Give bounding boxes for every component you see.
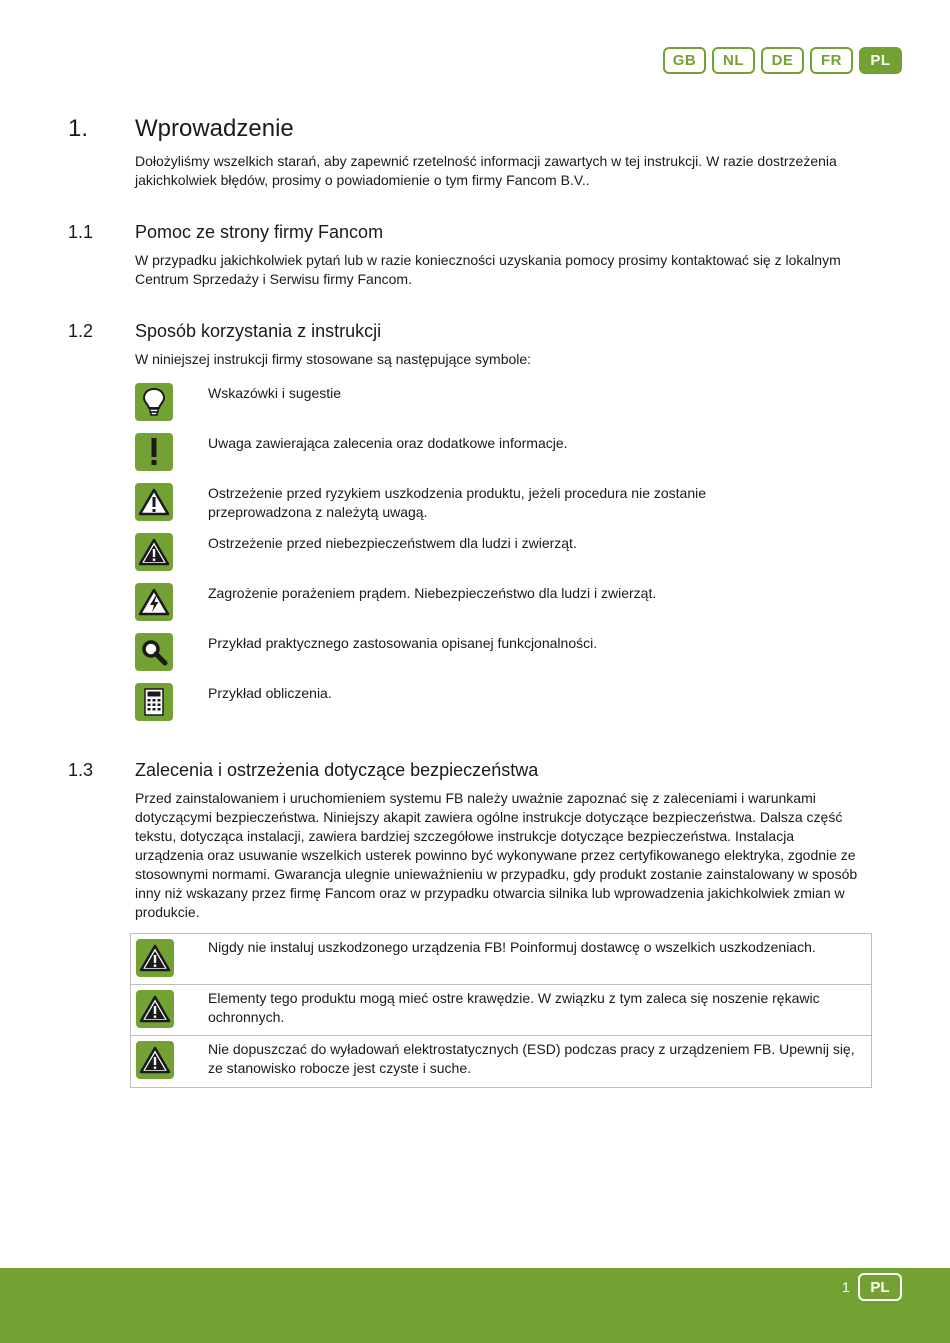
safety-warning-text: Nigdy nie instaluj uszkodzonego urządzenia FB! Poinformuj dostawcę o wszelkich uszkodzeniach.: [208, 939, 816, 955]
symbol-description: Uwaga zawierająca zalecenia oraz dodatkowe informacje.: [208, 435, 568, 451]
section-paragraph: W przypadku jakichkolwiek pytań lub w razie konieczności uzyskania pomocy prosimy kontaktować się z lokalnym Centrum Sprzedaży i Serwisu firmy Fancom.: [135, 252, 841, 287]
tab-language-de[interactable]: DE: [761, 47, 804, 74]
footer-language-badge: PL: [858, 1273, 902, 1301]
symbol-description: Ostrzeżenie przed ryzykiem uszkodzenia produktu, jeżeli procedura nie zostanie przeprowadzona z należytą uwagą.: [208, 485, 707, 520]
page-number: 1: [842, 1279, 850, 1295]
magnifier-icon: [135, 633, 173, 671]
safety-warning-row: [131, 985, 871, 1036]
section-title: Zalecenia i ostrzeżenia dotyczące bezpieczeństwa: [135, 760, 539, 780]
section-title: Wprowadzenie: [135, 115, 294, 142]
tab-language-nl[interactable]: NL: [712, 47, 755, 74]
symbol-description: Przykład obliczenia.: [208, 685, 332, 701]
safety-warning-row: [131, 1036, 871, 1087]
section-number: 1.3: [68, 760, 94, 780]
safety-warning-text: Nie dopuszczać do wyładowań elektrostatycznych (ESD) podczas pracy z urządzeniem FB. Upewnij się, ze stanowisko robocze jest czyste i suche.: [208, 1041, 855, 1076]
section-title: Pomoc ze strony firmy Fancom: [135, 222, 384, 242]
safety-warnings-table: [130, 933, 872, 1088]
section-paragraph: Przed zainstalowaniem i uruchomieniem systemu FB należy uważnie zapoznać się z zaleceniami i warunkami dotyczącymi bezpieczeństwa. Niniejszy akapit zawiera ogólne instrukcje dotyczące bezpieczeństwa. Dalsza część tekstu, dotycząca instalacji, zawiera bardziej szczegółowe instrukcje dotyczące bezpieczeństwa. Instalacja urządzenia oraz usuwanie wszelkich usterek powinno być wykonywane przez certyfikowanego elektryka, zgodnie ze stosownymi normami. Gwarancja ulegnie unieważnieniu w przypadku, gdy produkt zostanie zainstalowany w sposób inny niż wskazany przez firmę Fancom oraz w przypadku otwarcia silnika lub wprowadzenia jakichkolwiek zmian w produkcie.: [135, 790, 858, 920]
symbol-description: Zagrożenie porażeniem prądem. Niebezpieczeństwo dla ludzi i zwierząt.: [208, 585, 657, 601]
electric-hazard-icon: [135, 583, 173, 621]
warning-danger-icon: [135, 533, 173, 571]
warning-danger-icon: [136, 1041, 174, 1079]
symbol-description: Ostrzeżenie przed niebezpieczeństwem dla ludzi i zwierząt.: [208, 535, 577, 551]
section-number: 1.1: [68, 222, 94, 242]
warning-outline-icon: [135, 483, 173, 521]
section-paragraph: Dołożyliśmy wszelkich starań, aby zapewnić rzetelność informacji zawartych w tej instrukcji. W razie dostrzeżenia jakichkolwiek błędów, prosimy o powiadomienie o tym firmy Fancom B.V..: [135, 153, 837, 188]
tab-language-pl[interactable]: PL: [859, 47, 902, 74]
footer-bar: [0, 1268, 950, 1343]
warning-danger-icon: [136, 939, 174, 977]
section-paragraph: W niniejszej instrukcji firmy stosowane są następujące symbole:: [135, 351, 532, 367]
safety-warning-row: [131, 934, 871, 985]
exclamation-icon: [135, 433, 173, 471]
safety-warning-text: Elementy tego produktu mogą mieć ostre krawędzie. W związku z tym zaleca się noszenie rękawic ochronnych.: [208, 990, 820, 1025]
section-number: 1.2: [68, 321, 94, 341]
calculator-icon: [135, 683, 173, 721]
language-tabs: [663, 47, 902, 74]
lightbulb-icon: [135, 383, 173, 421]
tab-language-gb[interactable]: GB: [663, 47, 706, 74]
symbol-description: Przykład praktycznego zastosowania opisanej funkcjonalności.: [208, 635, 598, 651]
symbol-description: Wskazówki i sugestie: [208, 385, 342, 401]
section-number: 1.: [68, 115, 89, 142]
section-title: Sposób korzystania z instrukcji: [135, 321, 382, 341]
tab-language-fr[interactable]: FR: [810, 47, 853, 74]
warning-danger-icon: [136, 990, 174, 1028]
